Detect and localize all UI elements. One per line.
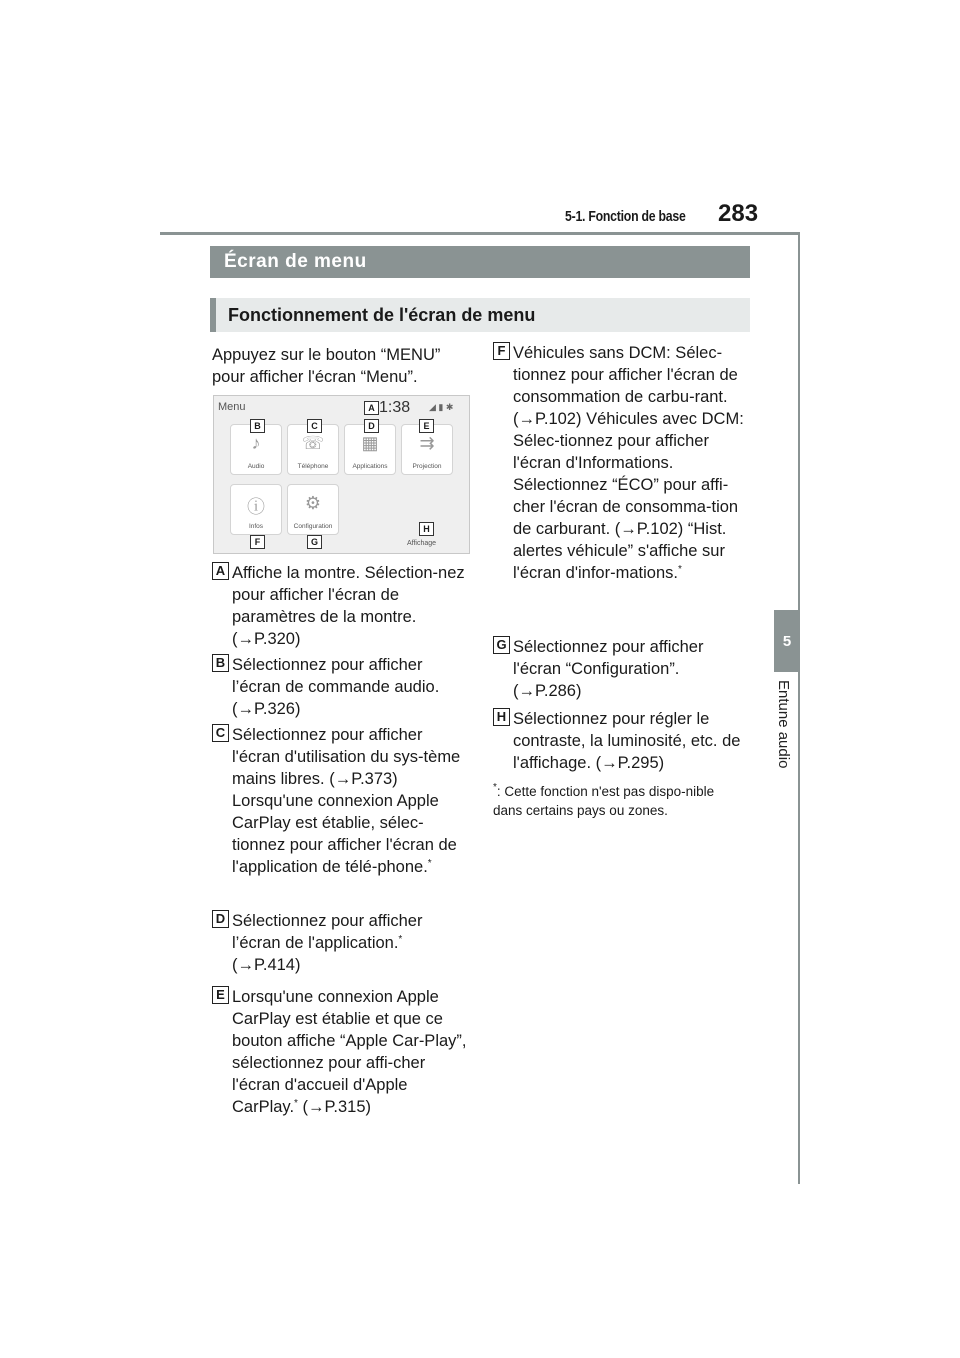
header-rule [160,232,800,235]
badge-b: B [212,654,229,672]
badge-c: C [212,724,229,742]
callout-b: B [250,419,265,433]
intro-text: Appuyez sur le bouton “MENU” pour afficher l'écran “Menu”. [212,346,441,386]
badge-a: A [212,562,229,580]
badge-f: F [493,342,510,360]
projection-icon: ⇉ [419,433,435,453]
callout-h: H [419,522,434,536]
callout-g: G [307,535,322,549]
footnote: *: Cette fonction n'est pas dispo-nible dans certains pays ou zones. [493,782,715,818]
screen-title: Menu [218,401,246,413]
badge-d: D [212,910,229,928]
status-icons: ◢ ▮ ✱ [429,402,454,412]
side-rail [798,234,800,1184]
section-banner: Écran de menu [210,246,750,278]
apps-grid-icon: ▦ [361,433,379,453]
chapter-tab: 5 [774,610,800,672]
item-e: E Lorsqu'une connexion Apple CarPlay est établie et que ce bouton affiche “Apple Car-Play”, sélectionnez pour affi-cher l'écran d'accueil d'Apple CarPlay.* (→P.315) [212,986,467,1118]
screen-clock: 1:38 [379,399,411,416]
item-a: A Affiche la montre. Sélection-nez pour afficher l'écran de paramètres de la montre. (→P.320) [212,562,467,650]
item-f: F Véhicules sans DCM: Sélec-tionnez pour afficher l'écran de consommation de carbu-rant. (→P.102) Véhicules avec DCM: Sélec-tionnez pour afficher l'écran d'Informations. Sélectionnez “ÉCO” pour affi-cher l'écran de consomma-tion de carburant. (→P.102) “Hist. alertes véhicule” s'affiche sur l'écran d'infor-mations.* [493,342,748,584]
tile-telephone: ☏ Téléphone [287,424,339,475]
tile-audio: ♪ Audio [230,424,282,475]
footnote-marker: * [427,858,432,869]
chapter-label: Entune audio [775,680,792,769]
badge-e: E [212,986,229,1004]
callout-d: D [364,419,379,433]
callout-f: F [250,535,265,549]
badge-h: H [493,708,510,726]
footnote-marker: * [398,934,403,945]
gear-icon: ⚙ [304,493,322,513]
footnote-asterisk: * [493,782,497,793]
tile-applications: ▦ Applications [344,424,396,475]
tile-configuration: ⚙ Configuration [287,484,339,535]
callout-e: E [419,419,434,433]
callout-c: C [307,419,322,433]
menu-screen-illustration [213,395,470,554]
footnote-marker: * [294,1098,298,1109]
item-g: G Sélectionnez pour afficher l'écran “Configuration”. (→P.286) [493,636,748,702]
badge-g: G [493,636,510,654]
callout-a: A [364,401,379,415]
item-c: C Sélectionnez pour afficher l'écran d'utilisation du sys-tème mains libres. (→P.373) Lorsqu'une connexion Apple CarPlay est établie, sélec-tionnez pour afficher l'écran de l'application de télé-phone.* [212,724,467,878]
display-button: Affichage [407,540,437,547]
item-h: H Sélectionnez pour régler le contraste, la luminosité, etc. de l'affichage. (→P.295) [493,708,748,774]
footnote-marker: * [677,564,682,575]
page-number: 283 [718,200,759,227]
item-d: D Sélectionnez pour afficher l’écran de l'application.* (→P.414) [212,910,467,976]
phone-icon: ☏ [301,433,325,453]
item-b: B Sélectionnez pour afficher l’écran de commande audio. (→P.326) [212,654,467,720]
tile-infos: ⓘ Infos [230,484,282,535]
tile-projection: ⇉ Projection [401,424,453,475]
subsection-banner: Fonctionnement de l'écran de menu [210,298,750,332]
music-note-icon: ♪ [251,433,261,453]
info-icon: ⓘ [247,497,265,517]
section-title: 5-1. Fonction de base [565,208,686,225]
